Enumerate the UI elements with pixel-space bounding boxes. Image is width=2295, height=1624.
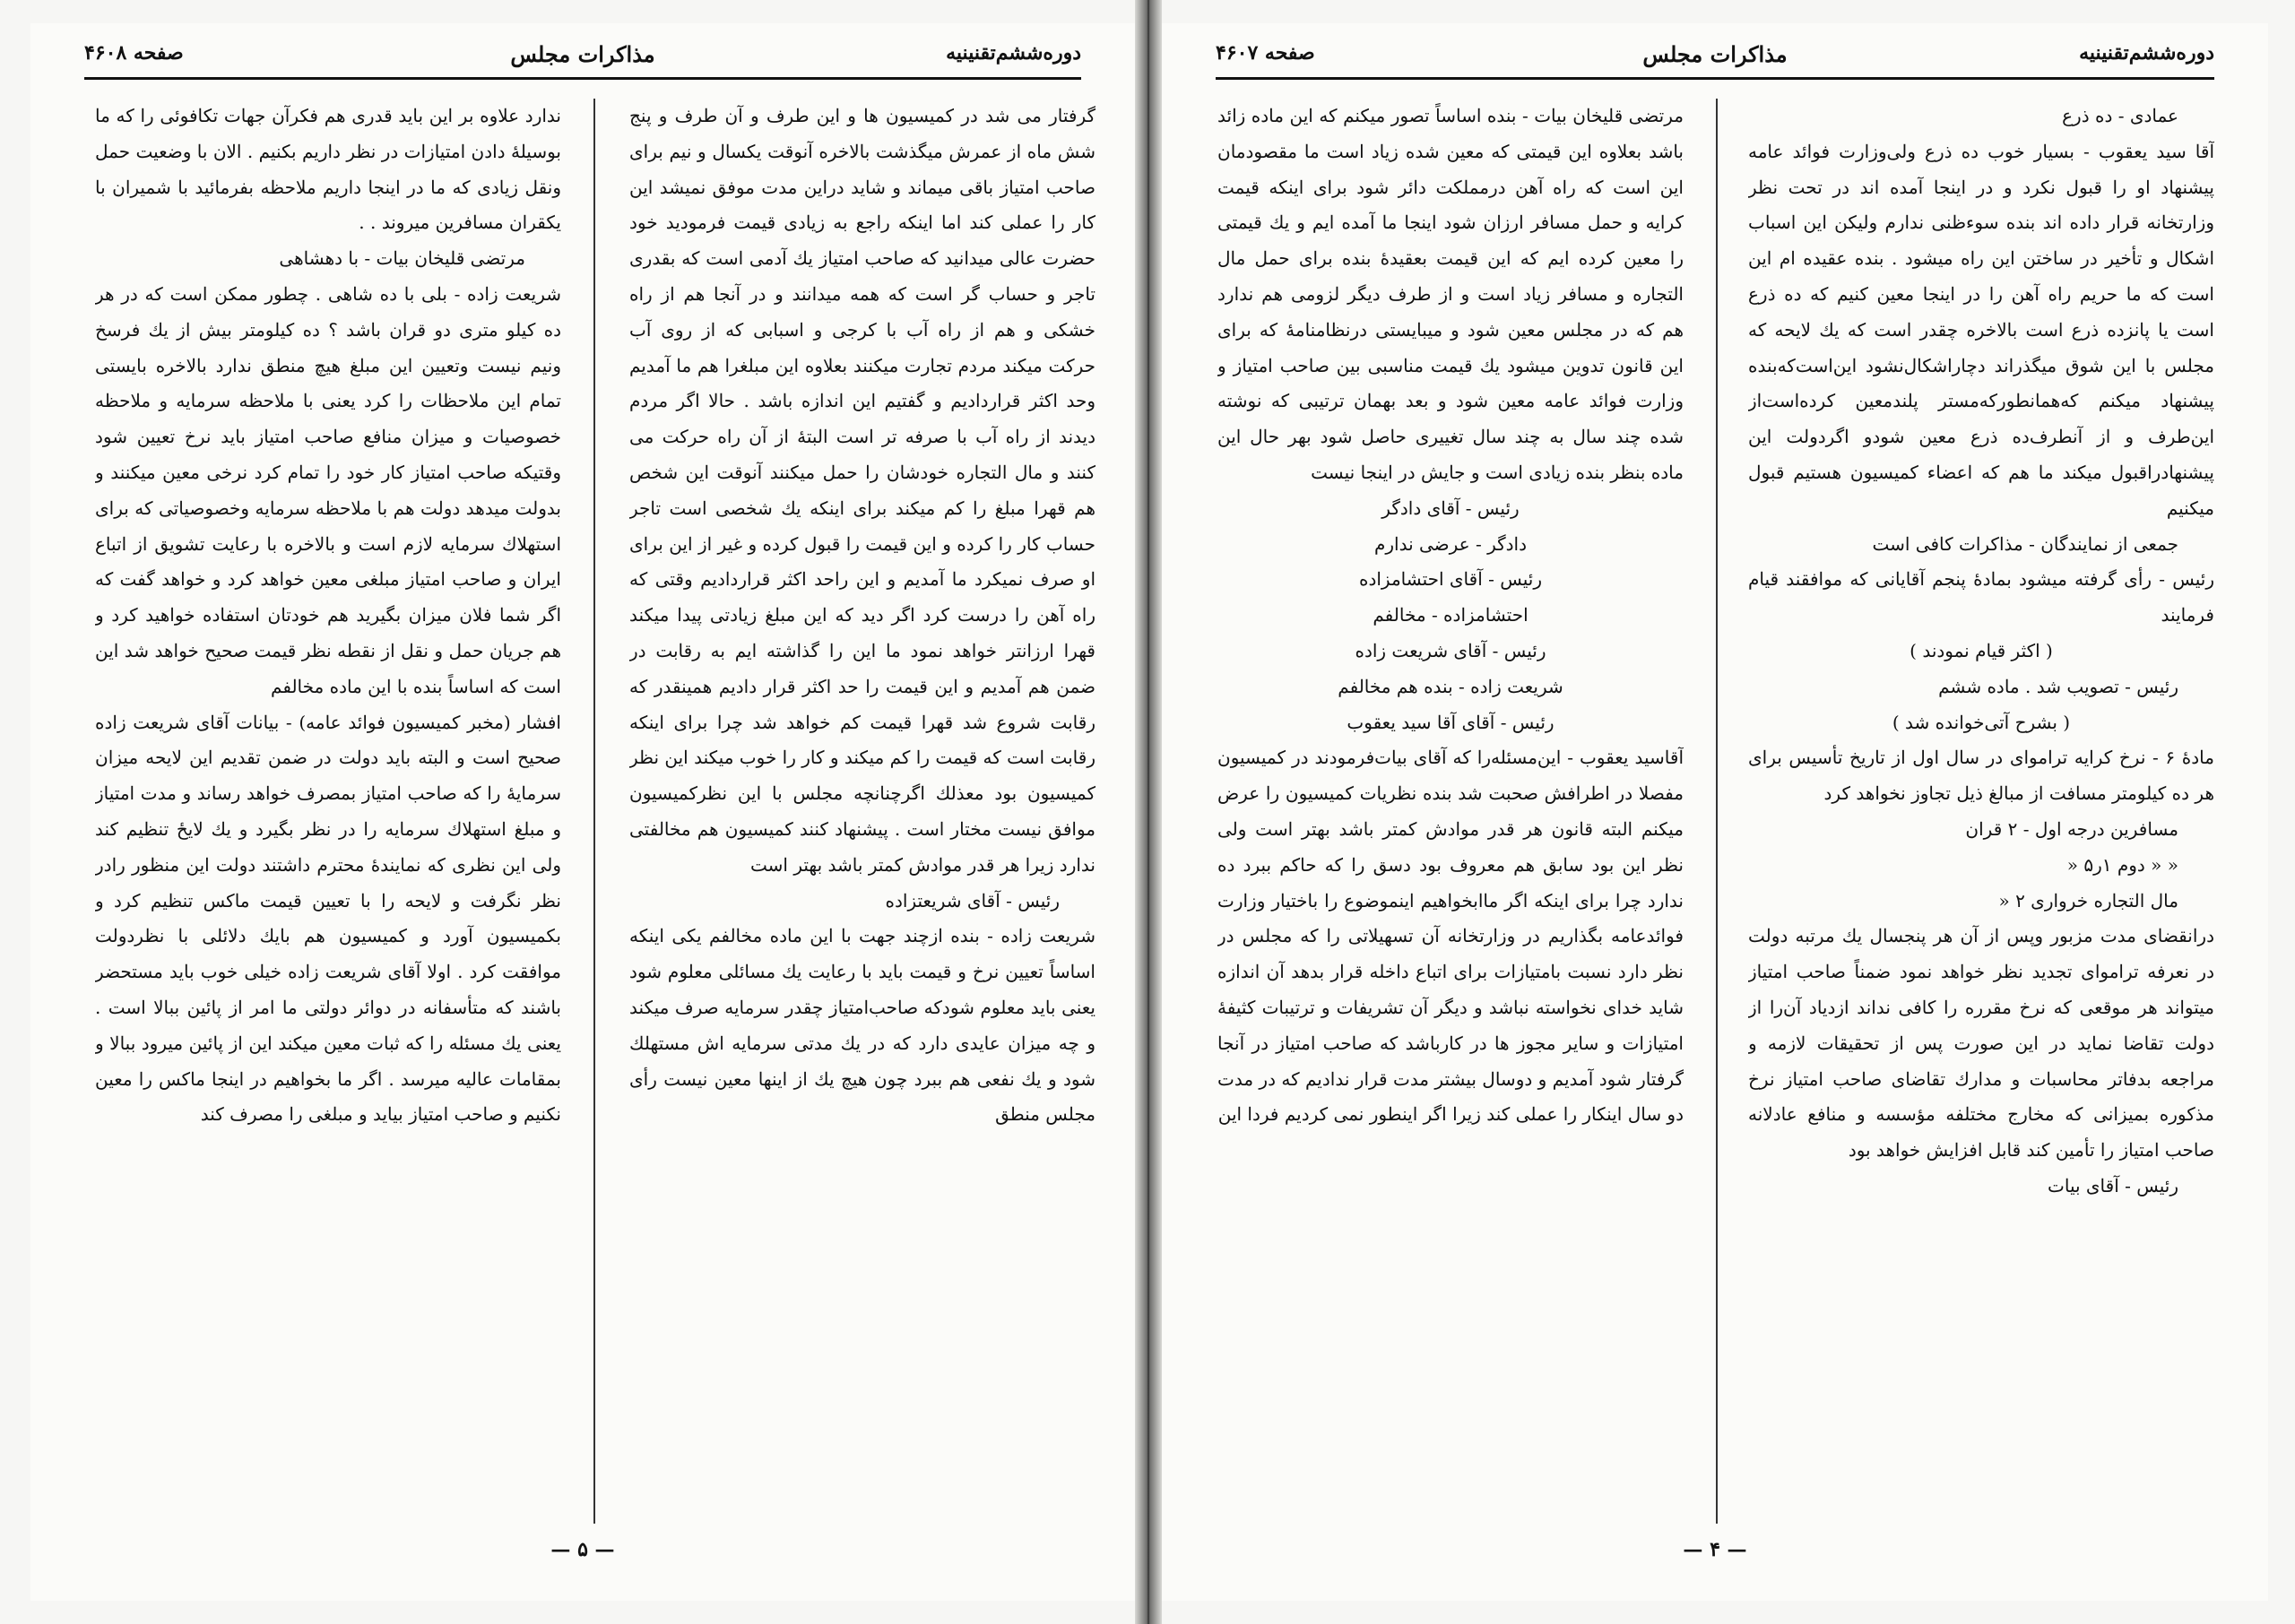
action-note: ( اکثر قیام نمودند )	[1910, 639, 2053, 661]
speaker-line: مرتضی قلیخان بیات - با دهشاهی	[279, 247, 525, 270]
speaker-line: رئیس - آقای احتشامزاده	[1358, 568, 1543, 591]
speaker-line: رئیس - آقای شریعتزاده	[885, 889, 1060, 911]
paragraph: شریعت زاده - بنده ازچند جهت با این ماده مخالفم یکی اینکه اساساً تعیین نرخ و قیمت باید با رعایت یك مسائلی معلوم شود یعنی باید معلوم شودکه صاحب‌امتیاز چقدر سرمایه صرف میکند و چه میزان عایدی دارد که در یك مدتی سرمایه اش مستهلك شود و یك نفعی هم ببرد چون هیچ یك از اینها معین نیست رأی مجلس منطق	[629, 925, 1096, 1126]
column-divider	[1716, 99, 1718, 1524]
header-page-number: صفحه ۴۶۰۸	[84, 41, 184, 65]
paragraph: آقاسید یعقوب - این‌مسئله‌را که آقای بیات‌فرمودند در کمیسیون مفصلا در اطرافش صحبت شد بنده نظریات کمیسیون را عرض میکنم البته قانون هر قدر موادش کمتر باشد بهتر است ولی نظر این بود سابق هم معروف بود دسق را که حاکم ببرد ده ندارد چرا برای اینکه اگر ماابخواهیم اینموضوع را باختیار وزارت فوائدعامه بگذاریم در وزارتخانه آن تسهیلاتی را که مجلس در نظر دارد نسبت بامتیازات برای اتباع داخله قرار بدهد آن اندازه شاید خدای نخواسته نباشد و دیگر آن تشریفات و ترتیبات کثیفهٔ امتیازات و سایر مجوز ها در کارباشد که صاحب امتیاز در آنجا گرفتار شود آمدیم و دوسال بیشتر مدت قرار ندادیم که در مدت دو سال اینکار را عملی کند زیرا اگر اینطور نمی کردیم فردا این	[1217, 747, 1684, 1126]
speaker-line: عمادی - ده ذرع	[2062, 105, 2178, 126]
page-4608	[30, 23, 1135, 1601]
fare-line: مسافرین درجه اول - ۲ قران	[1965, 817, 2178, 840]
header-session: دوره‌ششم‌تقنینیه	[2079, 41, 2214, 65]
article-text: مادهٔ ۶ - نرخ کرایه ترامواى در سال اول از تاریخ تأسیس برای هر ده کیلومتر مسافت از مبالغ ذیل تجاوز نخواهد کرد	[1748, 747, 2214, 805]
header-page-number: صفحه ۴۶۰۷	[1216, 41, 1315, 65]
speaker-line: رئیس - آقای آقا سید یعقوب	[1347, 711, 1555, 733]
page-4607	[1162, 23, 2268, 1601]
speaker-line: احتشامزاده - مخالفم	[1373, 604, 1529, 626]
header-title: مذاکرات مجلس	[510, 41, 655, 67]
column-divider	[593, 99, 595, 1524]
page-header	[1216, 32, 2214, 75]
fare-line: مال التجاره خرواری ۲ «	[1998, 889, 2178, 911]
paragraph: گرفتار می شد در کمیسیون ها و این طرف و آن طرف و پنج شش ماه از عمرش میگذشت بالاخره آنوقت یکسال و نیم برای صاحب امتیاز باقی میماند و شاید دراین مدت موفق نمیشد این کار را عملی کند اما اینکه راجع به زیادی قیمت فرمودید خود حضرت عالی میدانید که صاحب امتیاز یك آدمی است که بقدری تاجر و حساب گر است که همه میدانند و در آنجا هم از راه خشکی و هم از راه آب با کرجی و اسبابی که از روی آب حرکت میکند مردم تجارت میکنند بعلاوه این مبلغرا هم ما آمدیم وحد اکثر قراردادیم و گفتیم این اندازه باشد . حالا اگر مردم دیدند از راه آب با صرفه تر است البتهٔ از آن راه حرکت می کنند و مال التجاره خودشان را حمل میکنند آنوقت این شخص هم قهرا مبلغ را کم میکند برای اینکه یك شخصی است تاجر حساب کار را کرده و این قیمت را قبول کرده و غیر از این برای او صرف نمیکرد ما آمدیم و این راحد اکثر قراردادیم وقتی که راه آهن را درست کرد اگر دید که این مبلغ زیادتی پیدا میکند قهرا ارزانتر خواهد نمود ما این را گذاشته ایم به رقابت در ضمن هم آمدیم و این قیمت را حد اکثر قرار دادیم همینقدر که رقابت شروع شد قهرا قیمت کم خواهد شد چرا برای اینکه رقابت است که قیمت را کم میکند و کار را خوب میکند این نظر کمیسیون بود معذلك اگرچنانچه مجلس با این نظرکمیسیون موافق نیست مختار است . پیشنهاد کنند کمیسیون هم مخالفتی ندارد زیرا هر قدر موادش کمتر باشد بهتر است	[629, 105, 1096, 876]
paragraph: آقا سید یعقوب - بسیار خوب ده ذرع ولی‌وزارت فوائد عامه پیشنهاد او را قبول نکرد و در اینجا آمده اند در تحت نظر وزارتخانه قرار داده اند بنده سوءظنی ندارم ولیکن این اسباب اشکال و تأخیر در ساختن این راه میشود . بنده عقیده ام این است که ما حریم راه آهن را در اینجا معین کنیم که ده ذرع است یا پانزده ذرع است بالاخره چقدر است که یك لایحه که مجلس با این شوق میگذراند دچاراشکال‌نشود این‌است‌که‌بنده پیشنهاد میکنم که‌همانطورکه‌مستر پلند‌معین کرده‌است‌از این‌طرف و از آنطرف‌ده ذرع معین شودو اگردولت این پیشنهاد‌را‌قبول میکند ما هم که اعضاء کمیسیون هستیم قبول میکنیم	[1748, 140, 2214, 519]
paragraph: افشار (مخبر کمیسیون فوائد عامه) - بیانات آقای شریعت زاده صحیح است و البته باید دولت در ضمن تقدیم این لایحه میزان سرمایهٔ را که صاحب امتیاز بمصرف خواهد رساند و مدت امتیاز و مبلغ استهلاك سرمایه را در نظر بگیرد و یك لایحٔ تنظیم کند ولی این نظری که نمایندهٔ محترم داشتند دولت این منظور رادر نظر نگرفت و لایحه را با تعیین قیمت ماکس تنظیم کرد و بکمیسیون آورد و کمیسیون هم بایك دلائلی با نظردولت موافقت کرد . اولا آقای شریعت زاده خیلی خوب باید مستحضر باشند که متأسفانه در دوائر دولتی ما امر از پائین ببالا است . یعنی یك مسئله را که ثبات معین میکند این از پائین میرود ببالا و بمقامات عالیه میرسد . اگر ما بخواهیم در اینجا ماکس را معین نکنیم و صاحب امتیاز بیاید و مبلغی را مصرف کند	[95, 711, 561, 1126]
header-rule	[1216, 77, 2214, 80]
text-column-left	[95, 99, 561, 1524]
page-footer-number: — ۴ —	[1683, 1538, 1747, 1561]
speaker-line: رئیس - تصویب شد . ماده ششم	[1938, 675, 2178, 697]
text-column-right	[1748, 99, 2214, 1524]
page-footer-number: — ۵ —	[550, 1538, 615, 1561]
book-gutter	[1135, 0, 1162, 1624]
paragraph: رئیس - رأی گرفته میشود بمادهٔ پنجم آقایانی که موافقند قیام فرمایند	[1748, 568, 2214, 626]
paragraph: ندارد علاوه بر این باید قدری هم فکرآن جهات تکافوئی را که ما بوسیلهٔ دادن امتیازات در نظر داریم بکنیم . الان با وضعیت حمل ونقل زیادی که ما در اینجا داریم ملاحظه بفرمائید با شمیران با یکقران مسافرین میروند . .	[95, 105, 561, 234]
speaker-line: شریعت زاده - بنده هم مخالفم	[1338, 675, 1563, 697]
paragraph: درانقضای مدت مزبور وپس از آن هر پنجسال یك مرتبه دولت در نعرفه تراموای تجدید نظر خواهد نمود ضمناً صاحب امتیاز میتواند هر موقعی که نرخ مقرره را کافی نداند ازدیاد آن‌را از دولت تقاضا نماید در این صورت پس از تحقیقات لازمه و مراجعه بدفاتر محاسبات و مدارك تقاضای صاحب امتیاز نرخ مذکوره بمیزانی که مخارج مختلفه مؤسسه و منافع عادلانه صاحب امتیاز را تأمین کند قابل افزایش خواهد بود	[1748, 925, 2214, 1162]
text-column-left	[1217, 99, 1684, 1524]
speaker-line: جمعی از نمایندگان - مذاکرات کافی است	[1872, 532, 2178, 555]
page-header	[84, 32, 1081, 75]
speaker-line: رئیس - آقای شریعت زاده	[1355, 639, 1546, 661]
header-session: دوره‌ششم‌تقنینیه	[946, 41, 1081, 65]
header-rule	[84, 77, 1081, 80]
paragraph: مرتضی قلیخان بیات - بنده اساساً تصور میکنم که این ماده زائد باشد بعلاوه این قیمتی که معین شده زیاد است ما مقصودمان این است که راه آهن درمملکت دائر شود برای اینکه قیمت کرایه و حمل مسافر ارزان شود اینجا ما آمده ایم و یك قیمتی را معین کرده ایم که این قیمت بعقیدهٔ بنده برای حمل مال التجاره و مسافر زیاد است و از طرف دیگر لزومی هم ندارد هم که در مجلس معین شود و میبایستی درنظامنامهٔ که برای این قانون تدوین میشود یك قیمت مناسبی بین صاحب امتیاز و وزارت فوائد عامه معین شود و بعد بهمان ترتیبی که نوشته شده چند سال به چند سال تغییری حاصل شود بهر حال این ماده بنظر بنده زیادی است و جایش در اینجا نیست	[1217, 105, 1684, 483]
fare-line: « « دوم ۱ر۵ «	[2066, 853, 2178, 876]
header-title: مذاکرات مجلس	[1642, 41, 1788, 67]
text-column-right	[629, 99, 1096, 1524]
speaker-line: رئیس - آقای دادگر	[1381, 497, 1520, 519]
paragraph: شریعت زاده - بلی با ده شاهی . چطور ممکن است که در هر ده کیلو متری دو قران باشد ؟ ده کیلومتر بیش از یك فرسخ ونیم نیست وتعیین این مبلغ هیچ منطق ندارد بالاخره بایستی تمام این ملاحظات را کرد یعنی با ملاحظه سرمایه و ملاحظه خصوصیات و میزان منافع صاحب امتیاز باید نرخ تعیین شود وقتیکه صاحب امتیاز کار خود را تمام کرد نرخی معین میکنند و بدولت میدهد دولت هم با ملاحظه سرمایه وخصوصیاتی که برای استهلاك سرمایه لازم است و بالاخره با رعایت تشویق از اتباع ایران و صاحب امتیاز مبلغی معین خواهد کرد و خواهد گفت که اگر شما فلان میزان بگیرید هم خودتان استفاده خواهید کرد و هم جریان حمل و نقل از نقطه نظر قیمت صحیح خواهد شد این است که اساساً بنده با این ماده مخالفم	[95, 282, 561, 697]
speaker-line: رئیس - آقای بیات	[2048, 1174, 2178, 1196]
speaker-line: دادگر - عرضی ندارم	[1373, 532, 1528, 555]
action-note: ( بشرح آتی‌خوانده شد )	[1892, 711, 2071, 733]
